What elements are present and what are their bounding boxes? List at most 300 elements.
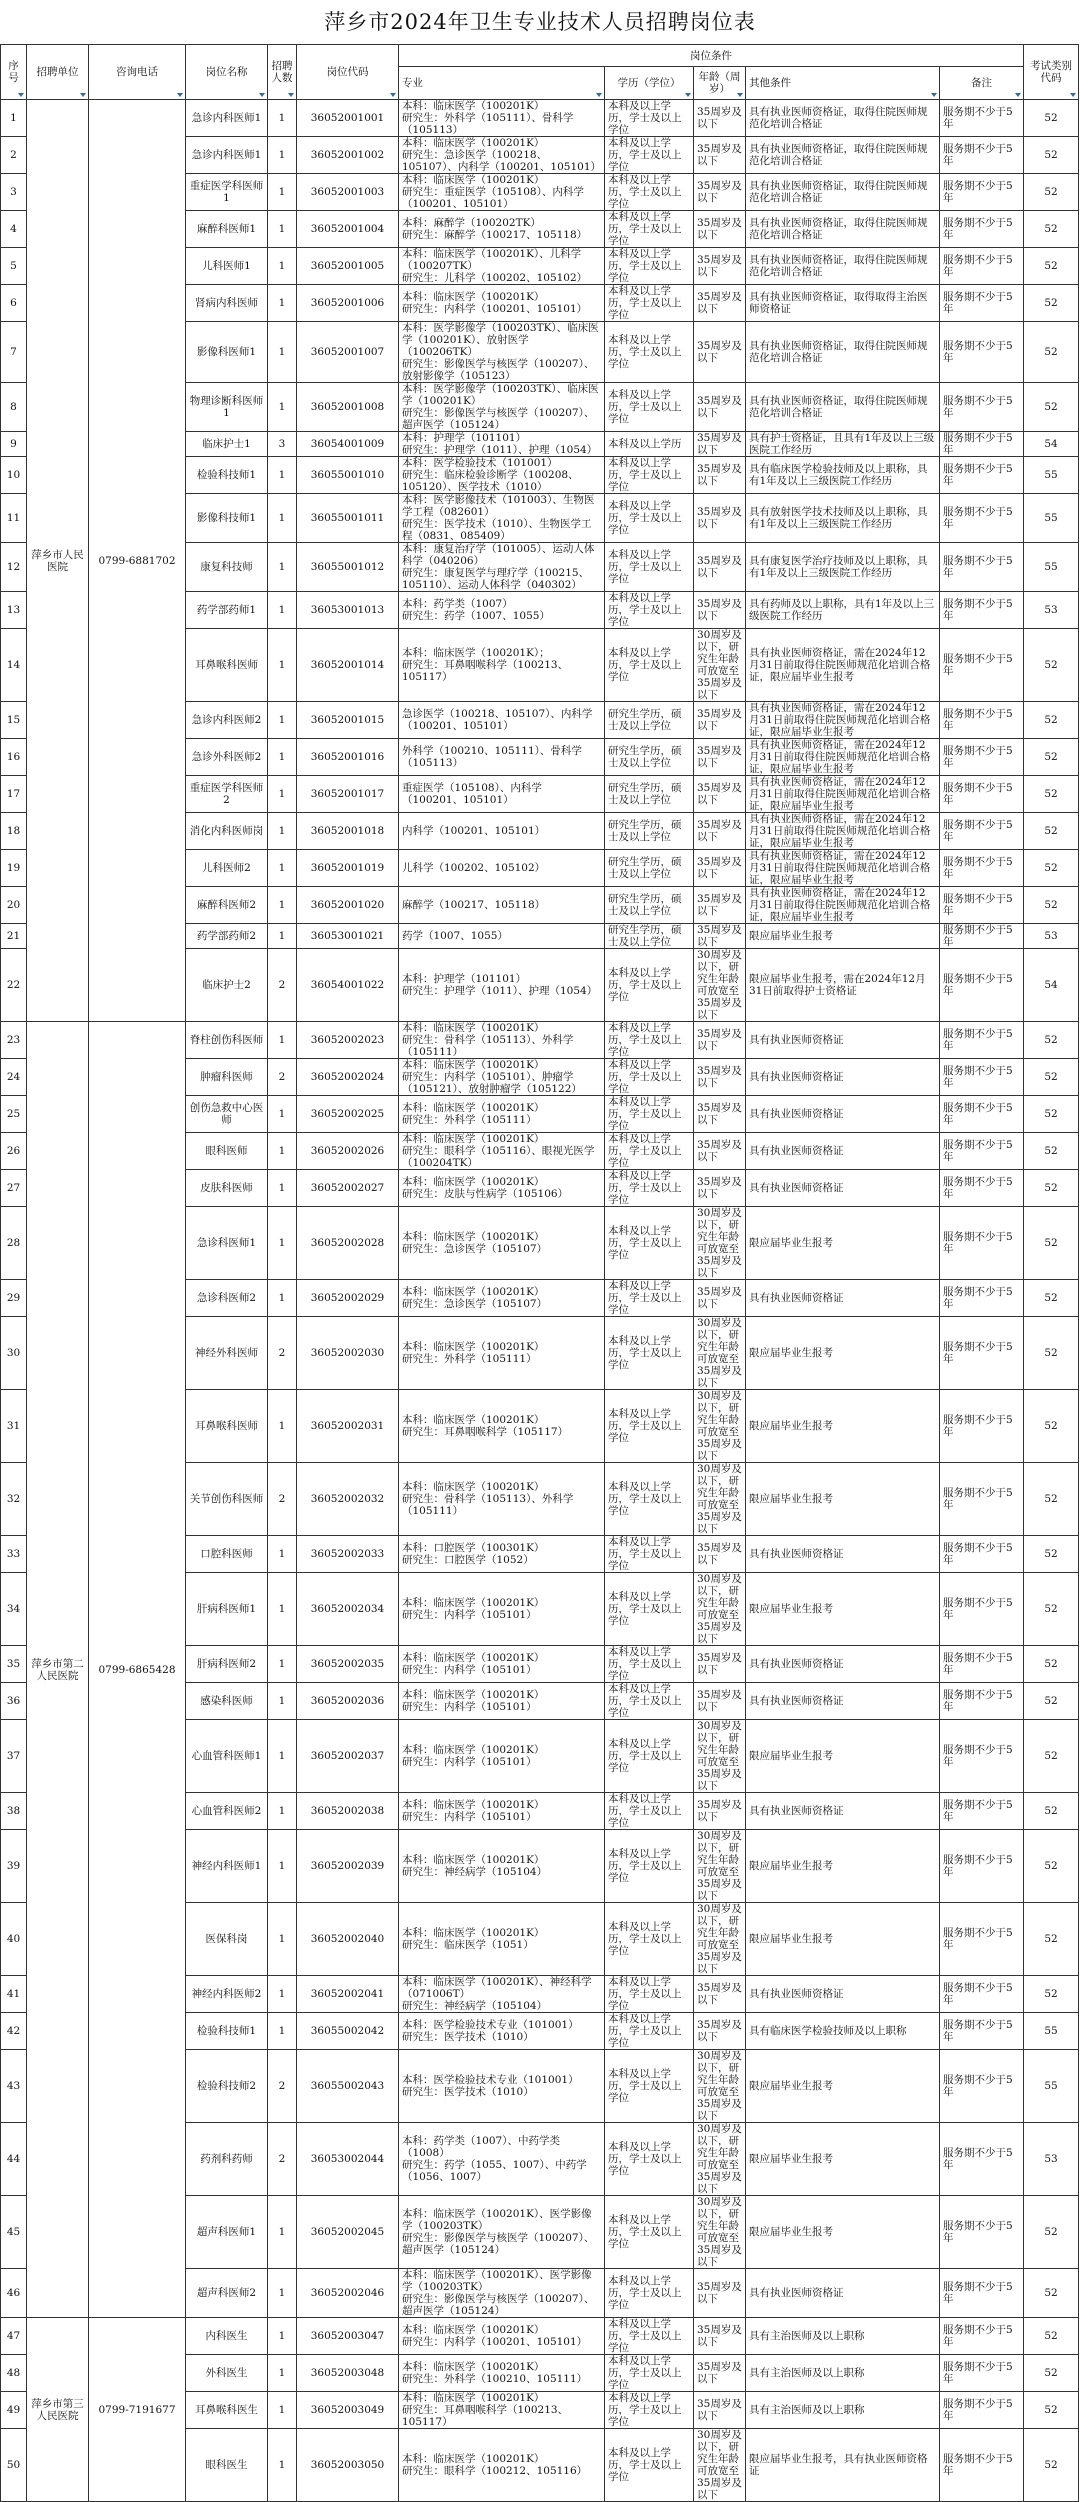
- header-phone[interactable]: 咨询电话: [89, 45, 186, 100]
- cell-post-name: 耳鼻喉科医师: [186, 629, 268, 702]
- cell-post-name: 神经内科医师1: [186, 1830, 268, 1903]
- cell-code: 36052002032: [297, 1463, 399, 1536]
- cell-age: 30周岁及以下，研究生年龄可放宽至35周岁及以下: [694, 2123, 746, 2196]
- cell-note: 服务期不少于5年: [940, 2196, 1024, 2269]
- cell-seq: 10: [1, 457, 27, 494]
- cell-degree: 本科及以上学历，学士及以上学位: [605, 2355, 694, 2392]
- cell-seq: 2: [1, 137, 27, 174]
- cell-degree: 本科及以上学历，学士及以上学位: [605, 1573, 694, 1646]
- cell-count: 1: [268, 1022, 297, 1059]
- cell-exam: 52: [1024, 2269, 1079, 2318]
- cell-age: 35周岁及以下: [694, 100, 746, 137]
- cell-code: 36052001015: [297, 702, 399, 739]
- cell-exam: 52: [1024, 813, 1079, 850]
- cell-post-name: 麻醉科医师1: [186, 211, 268, 248]
- cell-code: 36055002043: [297, 2050, 399, 2123]
- cell-degree: 本科及以上学历，学士及以上学位: [605, 1390, 694, 1463]
- cell-count: 2: [268, 2050, 297, 2123]
- cell-code: 36055002042: [297, 2013, 399, 2050]
- cell-other: 具有执业医师资格证: [746, 1793, 940, 1830]
- cell-age: 35周岁及以下: [694, 1683, 746, 1720]
- cell-major: 本科：临床医学（100201K） 研究生：骨科学（105113）、外科学（105111）: [399, 1022, 605, 1059]
- cell-code: 36052001014: [297, 629, 399, 702]
- cell-age: 35周岁及以下: [694, 1646, 746, 1683]
- cell-exam: 52: [1024, 100, 1079, 137]
- cell-count: 1: [268, 813, 297, 850]
- cell-exam: 52: [1024, 1133, 1079, 1170]
- cell-code: 36053002044: [297, 2123, 399, 2196]
- header-code[interactable]: 岗位代码: [297, 45, 399, 100]
- cell-post-name: 药剂科药师: [186, 2123, 268, 2196]
- cell-major: 本科：医学影像学（100203TK）、临床医学（100201K） 研究生：影像医学与核医学（100207）、超声医学（105124）: [399, 383, 605, 432]
- cell-age: 35周岁及以下: [694, 322, 746, 383]
- cell-count: 1: [268, 100, 297, 137]
- cell-degree: 本科及以上学历，学士及以上学位: [605, 2050, 694, 2123]
- cell-age: 35周岁及以下: [694, 2013, 746, 2050]
- cell-major: 本科：临床医学（100201K） 研究生：内科学（105101）: [399, 1573, 605, 1646]
- cell-age: 35周岁及以下: [694, 739, 746, 776]
- cell-exam: 55: [1024, 457, 1079, 494]
- cell-note: 服务期不少于5年: [940, 1793, 1024, 1830]
- cell-major: 本科：药学类（1007）、中药学类（1008） 研究生：药学（1055、1007）、中药学（1056、1007）: [399, 2123, 605, 2196]
- cell-post-name: 重症医学科医师2: [186, 776, 268, 813]
- cell-seq: 1: [1, 100, 27, 137]
- cell-major: 本科：临床医学（100201K）、神经科学（071006T） 研究生：神经病学（105104）: [399, 1976, 605, 2013]
- cell-major: 本科：医学检验技术专业（101001） 研究生：医学技术（1010）: [399, 2050, 605, 2123]
- cell-major: 本科：临床医学（100201K）、医学影像学（100203TK） 研究生：影像医学与核医学（100207）、超声医学（105124）: [399, 2196, 605, 2269]
- cell-count: 2: [268, 1317, 297, 1390]
- cell-count: 2: [268, 2123, 297, 2196]
- cell-major: 本科：临床医学（100201K） 研究生：眼科学（100212、105116）: [399, 2429, 605, 2502]
- cell-other: 具有执业医师资格证，取得住院医师规范化培训合格证: [746, 100, 940, 137]
- cell-note: 服务期不少于5年: [940, 702, 1024, 739]
- cell-exam: 54: [1024, 432, 1079, 457]
- cell-count: 1: [268, 2269, 297, 2318]
- cell-other: 限应届毕业生报考: [746, 1573, 940, 1646]
- cell-exam: 52: [1024, 2196, 1079, 2269]
- cell-exam: 52: [1024, 248, 1079, 285]
- cell-other: 限应届毕业生报考: [746, 1903, 940, 1976]
- cell-degree: 研究生学历，硕士及以上学位: [605, 887, 694, 924]
- cell-note: 服务期不少于5年: [940, 1573, 1024, 1646]
- cell-degree: 本科及以上学历，学士及以上学位: [605, 137, 694, 174]
- cell-major: 本科：医学检验技术（101001） 研究生：临床检验诊断学（100208、105120）、医学技术（1010）: [399, 457, 605, 494]
- cell-count: 3: [268, 432, 297, 457]
- cell-other: 具有执业医师资格证，取得住院医师规范化培训合格证: [746, 174, 940, 211]
- cell-exam: 52: [1024, 1683, 1079, 1720]
- cell-degree: 本科及以上学历，学士及以上学位: [605, 1280, 694, 1317]
- cell-major: 本科：临床医学（100201K） 研究生：急诊医学（105107）: [399, 1207, 605, 1280]
- cell-count: 1: [268, 2355, 297, 2392]
- cell-degree: 本科及以上学历，学士及以上学位: [605, 629, 694, 702]
- cell-age: 35周岁及以下: [694, 1280, 746, 1317]
- cell-post-name: 急诊内科医师1: [186, 100, 268, 137]
- cell-age: 30周岁及以下，研究生年龄可放宽至35周岁及以下: [694, 2050, 746, 2123]
- cell-degree: 本科及以上学历，学士及以上学位: [605, 1720, 694, 1793]
- cell-post-name: 检验科技师2: [186, 2050, 268, 2123]
- cell-count: 1: [268, 2196, 297, 2269]
- cell-note: 服务期不少于5年: [940, 1830, 1024, 1903]
- cell-note: 服务期不少于5年: [940, 1646, 1024, 1683]
- cell-code: 36052002045: [297, 2196, 399, 2269]
- cell-code: 36054001022: [297, 949, 399, 1022]
- header-age[interactable]: 年龄（周岁）: [694, 67, 746, 100]
- cell-post-name: 急诊内科医师2: [186, 702, 268, 739]
- header-note[interactable]: 备注: [940, 67, 1024, 100]
- cell-seq: 24: [1, 1059, 27, 1096]
- header-other[interactable]: 其他条件: [746, 67, 940, 100]
- cell-seq: 33: [1, 1536, 27, 1573]
- cell-other: 具有执业医师资格证: [746, 1536, 940, 1573]
- cell-code: 36052003050: [297, 2429, 399, 2502]
- cell-age: 35周岁及以下: [694, 776, 746, 813]
- cell-other: 具有主治医师及以上职称: [746, 2355, 940, 2392]
- cell-post-name: 肿瘤科医师: [186, 1059, 268, 1096]
- cell-note: 服务期不少于5年: [940, 2392, 1024, 2429]
- cell-other: 具有执业医师资格证，需在2024年12月31日前取得住院医师规范化培训合格证，限应届毕业生报考: [746, 702, 940, 739]
- cell-count: 1: [268, 592, 297, 629]
- cell-exam: 52: [1024, 285, 1079, 322]
- cell-age: 35周岁及以下: [694, 457, 746, 494]
- cell-post-name: 耳鼻喉科医师: [186, 1390, 268, 1463]
- cell-exam: 54: [1024, 949, 1079, 1022]
- cell-code: 36052002039: [297, 1830, 399, 1903]
- cell-other: 具有护士资格证，且具有1年及以上三级医院工作经历: [746, 432, 940, 457]
- cell-count: 1: [268, 2318, 297, 2355]
- cell-code: 36052002023: [297, 1022, 399, 1059]
- cell-note: 服务期不少于5年: [940, 1096, 1024, 1133]
- cell-note: 服务期不少于5年: [940, 543, 1024, 592]
- cell-count: 2: [268, 949, 297, 1022]
- cell-other: 具有执业医师资格证: [746, 1683, 940, 1720]
- cell-major: 药学（1007、1055）: [399, 924, 605, 949]
- cell-degree: 研究生学历，硕士及以上学位: [605, 924, 694, 949]
- cell-degree: 研究生学历，硕士及以上学位: [605, 739, 694, 776]
- cell-exam: 55: [1024, 2050, 1079, 2123]
- cell-major: 本科：临床医学（100201K）、医学影像学（100203TK） 研究生：影像医学与核医学（100207）、超声医学（105124）: [399, 2269, 605, 2318]
- cell-exam: 53: [1024, 924, 1079, 949]
- cell-code: 36052001006: [297, 285, 399, 322]
- cell-seq: 4: [1, 211, 27, 248]
- cell-code: 36052001008: [297, 383, 399, 432]
- cell-age: 35周岁及以下: [694, 1059, 746, 1096]
- header-exam[interactable]: 考试类别代码: [1024, 45, 1079, 100]
- cell-exam: 52: [1024, 1903, 1079, 1976]
- cell-code: 36055001010: [297, 457, 399, 494]
- cell-code: 36052001018: [297, 813, 399, 850]
- cell-code: 36052002035: [297, 1646, 399, 1683]
- cell-post-name: 影像科技师1: [186, 494, 268, 543]
- header-major[interactable]: 专业: [399, 67, 605, 100]
- cell-exam: 52: [1024, 1536, 1079, 1573]
- cell-seq: 14: [1, 629, 27, 702]
- cell-seq: 49: [1, 2392, 27, 2429]
- cell-seq: 31: [1, 1390, 27, 1463]
- cell-exam: 55: [1024, 2013, 1079, 2050]
- cell-seq: 34: [1, 1573, 27, 1646]
- cell-major: 本科：临床医学（100201K）、儿科学（100207TK） 研究生：儿科学（100202、105102）: [399, 248, 605, 285]
- cell-age: 35周岁及以下: [694, 592, 746, 629]
- cell-seq: 18: [1, 813, 27, 850]
- cell-post-name: 检验科技师1: [186, 457, 268, 494]
- cell-note: 服务期不少于5年: [940, 739, 1024, 776]
- cell-note: 服务期不少于5年: [940, 432, 1024, 457]
- cell-code: 36052002040: [297, 1903, 399, 1976]
- cell-age: 30周岁及以下，研究生年龄可放宽至35周岁及以下: [694, 2196, 746, 2269]
- cell-major: 本科：口腔医学（100301K） 研究生：口腔医学（1052）: [399, 1536, 605, 1573]
- cell-other: 具有临床医学检验技师及以上职称，具有1年及以上三级医院工作经历: [746, 457, 940, 494]
- cell-seq: 42: [1, 2013, 27, 2050]
- cell-exam: 52: [1024, 2318, 1079, 2355]
- cell-post-name: 急诊外科医师2: [186, 739, 268, 776]
- cell-code: 36055001012: [297, 543, 399, 592]
- cell-post-name: 儿科医师1: [186, 248, 268, 285]
- cell-count: 1: [268, 739, 297, 776]
- cell-age: 35周岁及以下: [694, 850, 746, 887]
- cell-major: 本科：临床医学（100201K） 研究生：皮肤与性病学（105106）: [399, 1170, 605, 1207]
- cell-major: 本科：护理学（101101） 研究生：护理学（1011）、护理（1054）: [399, 949, 605, 1022]
- cell-exam: 52: [1024, 174, 1079, 211]
- cell-age: 30周岁及以下，研究生年龄可放宽至35周岁及以下: [694, 629, 746, 702]
- cell-major: 儿科学（100202、105102）: [399, 850, 605, 887]
- cell-code: 36052002031: [297, 1390, 399, 1463]
- cell-age: 35周岁及以下: [694, 887, 746, 924]
- cell-phone: 0799-7191677: [89, 2318, 186, 2502]
- cell-major: 急诊医学（100218、105107）、内科学（100201、105101）: [399, 702, 605, 739]
- cell-note: 服务期不少于5年: [940, 322, 1024, 383]
- cell-seq: 47: [1, 2318, 27, 2355]
- cell-note: 服务期不少于5年: [940, 887, 1024, 924]
- cell-degree: 研究生学历，硕士及以上学位: [605, 813, 694, 850]
- cell-seq: 37: [1, 1720, 27, 1793]
- cell-major: 本科：麻醉学（100202TK） 研究生：麻醉学（100217、105118）: [399, 211, 605, 248]
- cell-note: 服务期不少于5年: [940, 2269, 1024, 2318]
- cell-seq: 29: [1, 1280, 27, 1317]
- cell-exam: 52: [1024, 1976, 1079, 2013]
- cell-degree: 本科及以上学历，学士及以上学位: [605, 1976, 694, 2013]
- cell-seq: 48: [1, 2355, 27, 2392]
- cell-exam: 52: [1024, 1646, 1079, 1683]
- cell-exam: 52: [1024, 211, 1079, 248]
- cell-major: 本科：临床医学（100201K） 研究生：内科学（105101）: [399, 1720, 605, 1793]
- cell-code: 36052002026: [297, 1133, 399, 1170]
- cell-code: 36052002037: [297, 1720, 399, 1793]
- cell-note: 服务期不少于5年: [940, 592, 1024, 629]
- cell-age: 30周岁及以下，研究生年龄可放宽至35周岁及以下: [694, 1317, 746, 1390]
- cell-major: 本科：临床医学（100201K） 研究生：外科学（100210、105111）: [399, 2355, 605, 2392]
- cell-degree: 本科及以上学历，学士及以上学位: [605, 100, 694, 137]
- cell-other: 具有药师及以上职称，具有1年及以上三级医院工作经历: [746, 592, 940, 629]
- cell-post-name: 心血管科医师1: [186, 1720, 268, 1793]
- cell-note: 服务期不少于5年: [940, 1683, 1024, 1720]
- cell-seq: 41: [1, 1976, 27, 2013]
- cell-degree: 本科及以上学历，学士及以上学位: [605, 1646, 694, 1683]
- cell-other: 具有执业医师资格证: [746, 1646, 940, 1683]
- cell-count: 1: [268, 850, 297, 887]
- cell-age: 35周岁及以下: [694, 543, 746, 592]
- cell-seq: 21: [1, 924, 27, 949]
- cell-exam: 52: [1024, 1573, 1079, 1646]
- cell-note: 服务期不少于5年: [940, 850, 1024, 887]
- cell-degree: 本科及以上学历，学士及以上学位: [605, 1096, 694, 1133]
- cell-seq: 7: [1, 322, 27, 383]
- cell-other: 具有执业医师资格证: [746, 2269, 940, 2318]
- cell-seq: 12: [1, 543, 27, 592]
- cell-note: 服务期不少于5年: [940, 2355, 1024, 2392]
- cell-code: 36052001001: [297, 100, 399, 137]
- cell-seq: 22: [1, 949, 27, 1022]
- header-count[interactable]: 招聘人数: [268, 45, 297, 100]
- cell-degree: 本科及以上学历，学士及以上学位: [605, 2429, 694, 2502]
- cell-post-name: 创伤急救中心医师: [186, 1096, 268, 1133]
- cell-other: 具有执业医师资格证，取得住院医师规范化培训合格证: [746, 211, 940, 248]
- cell-age: 35周岁及以下: [694, 1976, 746, 2013]
- cell-seq: 36: [1, 1683, 27, 1720]
- cell-major: 本科：药学类（1007） 研究生：药学（1007、1055）: [399, 592, 605, 629]
- cell-note: 服务期不少于5年: [940, 629, 1024, 702]
- header-degree[interactable]: 学历（学位）: [605, 67, 694, 100]
- cell-degree: 本科及以上学历，学士及以上学位: [605, 383, 694, 432]
- cell-seq: 27: [1, 1170, 27, 1207]
- cell-age: 35周岁及以下: [694, 1793, 746, 1830]
- cell-degree: 本科及以上学历，学士及以上学位: [605, 2318, 694, 2355]
- cell-exam: 52: [1024, 776, 1079, 813]
- cell-degree: 研究生学历，硕士及以上学位: [605, 850, 694, 887]
- cell-code: 36052001007: [297, 322, 399, 383]
- cell-post-name: 超声科医师2: [186, 2269, 268, 2318]
- cell-code: 36055001011: [297, 494, 399, 543]
- cell-major: 本科：临床医学（100201K） 研究生：临床医学（1051）: [399, 1903, 605, 1976]
- cell-post-name: 麻醉科医师2: [186, 887, 268, 924]
- cell-age: 35周岁及以下: [694, 2392, 746, 2429]
- cell-other: 具有执业医师资格证: [746, 1096, 940, 1133]
- cell-age: 30周岁及以下，研究生年龄可放宽至35周岁及以下: [694, 1207, 746, 1280]
- cell-age: 35周岁及以下: [694, 813, 746, 850]
- cell-other: 限应届毕业生报考: [746, 1207, 940, 1280]
- cell-degree: 本科及以上学历: [605, 432, 694, 457]
- cell-phone: 0799-6881702: [89, 100, 186, 1022]
- cell-other: 具有主治医师及以上职称: [746, 2318, 940, 2355]
- cell-note: 服务期不少于5年: [940, 2429, 1024, 2502]
- cell-age: 35周岁及以下: [694, 137, 746, 174]
- cell-major: 本科：临床医学（100201K） 研究生：急诊医学（105107）: [399, 1280, 605, 1317]
- cell-age: 35周岁及以下: [694, 383, 746, 432]
- cell-count: 1: [268, 2013, 297, 2050]
- cell-exam: 52: [1024, 1390, 1079, 1463]
- cell-degree: 本科及以上学历，学士及以上学位: [605, 2269, 694, 2318]
- cell-note: 服务期不少于5年: [940, 1390, 1024, 1463]
- cell-degree: 本科及以上学历，学士及以上学位: [605, 285, 694, 322]
- cell-count: 1: [268, 1170, 297, 1207]
- cell-post-name: 临床护士2: [186, 949, 268, 1022]
- cell-post-name: 急诊内科医师1: [186, 137, 268, 174]
- header-unit[interactable]: 招聘单位: [27, 45, 89, 100]
- cell-seq: 13: [1, 592, 27, 629]
- cell-age: 35周岁及以下: [694, 924, 746, 949]
- cell-other: 具有执业医师资格证，取得取得主治医师资格证: [746, 285, 940, 322]
- cell-count: 1: [268, 1793, 297, 1830]
- cell-note: 服务期不少于5年: [940, 494, 1024, 543]
- cell-major: 本科：临床医学（100201K）； 研究生：耳鼻咽喉科学（100213、105117）: [399, 629, 605, 702]
- cell-other: 具有执业医师资格证: [746, 1976, 940, 2013]
- cell-code: 36052001017: [297, 776, 399, 813]
- cell-other: 具有临床医学检验技师及以上职称: [746, 2013, 940, 2050]
- cell-age: 30周岁及以下，研究生年龄可放宽至35周岁及以下: [694, 2429, 746, 2502]
- cell-age: 35周岁及以下: [694, 285, 746, 322]
- cell-other: 限应届毕业生报考: [746, 1317, 940, 1390]
- cell-other: 具有执业医师资格证: [746, 1133, 940, 1170]
- cell-post-name: 药学部药师1: [186, 592, 268, 629]
- cell-seq: 3: [1, 174, 27, 211]
- cell-code: 36052002034: [297, 1573, 399, 1646]
- cell-other: 限应届毕业生报考: [746, 2196, 940, 2269]
- cell-exam: 52: [1024, 1793, 1079, 1830]
- cell-post-name: 口腔科医师: [186, 1536, 268, 1573]
- cell-code: 36054001009: [297, 432, 399, 457]
- cell-other: 具有执业医师资格证，需在2024年12月31日前取得住院医师规范化培训合格证，限应届毕业生报考: [746, 739, 940, 776]
- cell-exam: 52: [1024, 322, 1079, 383]
- cell-other: 具有执业医师资格证，取得住院医师规范化培训合格证: [746, 248, 940, 285]
- header-seq[interactable]: 序号: [1, 45, 27, 100]
- cell-code: 36052002025: [297, 1096, 399, 1133]
- cell-other: 限应届毕业生报考，具有执业医师资格证: [746, 2429, 940, 2502]
- cell-count: 1: [268, 457, 297, 494]
- cell-seq: 39: [1, 1830, 27, 1903]
- cell-count: 1: [268, 1390, 297, 1463]
- cell-age: 35周岁及以下: [694, 1536, 746, 1573]
- cell-seq: 8: [1, 383, 27, 432]
- cell-note: 服务期不少于5年: [940, 1280, 1024, 1317]
- cell-age: 30周岁及以下，研究生年龄可放宽至35周岁及以下: [694, 1720, 746, 1793]
- cell-note: 服务期不少于5年: [940, 2050, 1024, 2123]
- cell-code: 36052002028: [297, 1207, 399, 1280]
- cell-other: 具有执业医师资格证，需在2024年12月31日前取得住院医师规范化培训合格证，限应届毕业生报考: [746, 629, 940, 702]
- cell-unit: 萍乡市第三人民医院: [27, 2318, 89, 2502]
- cell-exam: 52: [1024, 739, 1079, 776]
- cell-age: 35周岁及以下: [694, 2318, 746, 2355]
- cell-count: 1: [268, 322, 297, 383]
- cell-age: 35周岁及以下: [694, 1022, 746, 1059]
- cell-phone: 0799-6865428: [89, 1022, 186, 2318]
- cell-major: 本科：临床医学（100201K） 研究生：重症医学（105108）、内科学（100201、105101）: [399, 174, 605, 211]
- cell-post-name: 神经外科医师: [186, 1317, 268, 1390]
- cell-count: 1: [268, 1830, 297, 1903]
- cell-major: 本科：临床医学（100201K） 研究生：骨科学（105113）、外科学（105111）: [399, 1463, 605, 1536]
- cell-count: 2: [268, 1463, 297, 1536]
- cell-seq: 38: [1, 1793, 27, 1830]
- cell-seq: 26: [1, 1133, 27, 1170]
- cell-other: 具有主治医师及以上职称: [746, 2392, 940, 2429]
- cell-seq: 5: [1, 248, 27, 285]
- cell-seq: 35: [1, 1646, 27, 1683]
- cell-note: 服务期不少于5年: [940, 2123, 1024, 2196]
- cell-note: 服务期不少于5年: [940, 383, 1024, 432]
- cell-note: 服务期不少于5年: [940, 457, 1024, 494]
- header-post-name[interactable]: 岗位名称: [186, 45, 268, 100]
- cell-seq: 25: [1, 1096, 27, 1133]
- cell-exam: 52: [1024, 1096, 1079, 1133]
- cell-major: 本科：临床医学（100201K） 研究生：耳鼻咽喉科学（105117）: [399, 1390, 605, 1463]
- table-body: [1, 100, 1079, 2502]
- cell-count: 1: [268, 174, 297, 211]
- cell-post-name: 脊柱创伤科医师: [186, 1022, 268, 1059]
- cell-seq: 30: [1, 1317, 27, 1390]
- cell-age: 30周岁及以下，研究生年龄可放宽至35周岁及以下: [694, 1573, 746, 1646]
- cell-other: 具有执业医师资格证，取得住院医师规范化培训合格证: [746, 137, 940, 174]
- cell-post-name: 医保科岗: [186, 1903, 268, 1976]
- cell-code: 36052003047: [297, 2318, 399, 2355]
- cell-other: 具有执业医师资格证: [746, 1022, 940, 1059]
